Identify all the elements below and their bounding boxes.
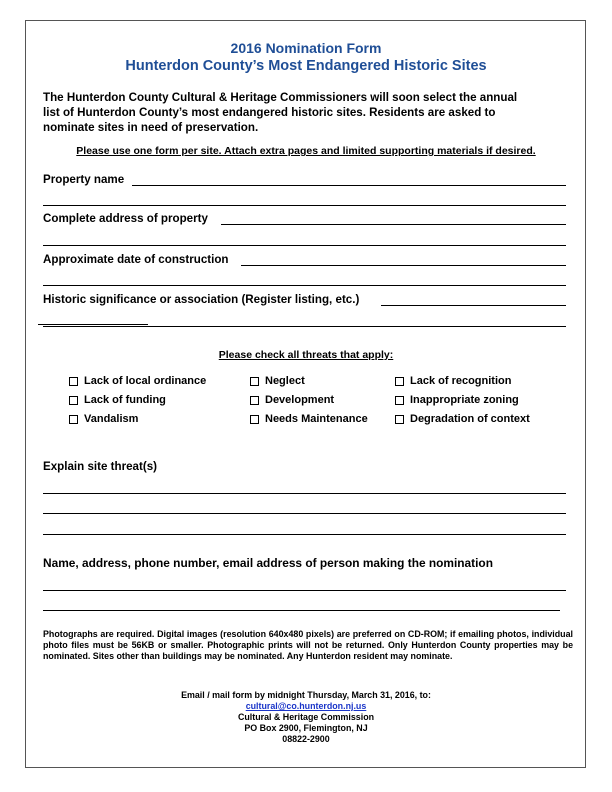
checkbox-development[interactable] — [250, 394, 334, 406]
address-field[interactable] — [221, 224, 566, 225]
date-field-2[interactable] — [43, 285, 566, 286]
deadline-text: Email / mail form by midnight Thursday, March 31, 2016, to: — [181, 690, 431, 700]
email-link[interactable]: cultural@co.hunterdon.nj.us — [245, 701, 367, 711]
significance-field-2[interactable] — [43, 326, 566, 327]
significance-field[interactable] — [381, 305, 566, 306]
address-label: Complete address of property — [43, 212, 208, 225]
date-label: Approximate date of construction — [43, 253, 229, 266]
intro-line: list of Hunterdon County’s most endangered historic sites. Residents are asked to — [43, 106, 496, 119]
photo-requirements-note: Photographs are required. Digital images (resolution 640x480 pixels) are preferred on CD-ROM; if emailing photos, individual photo files must be 56KB or smaller. Photographic prints will not be returned. Only Hunterdon County properties may be nominated. Sites other than buildings may be nominated. Any Hunterdon resident may nominate. — [43, 629, 573, 661]
checkbox-icon[interactable] — [250, 415, 259, 424]
address-field-2[interactable] — [43, 245, 566, 246]
checkbox-icon[interactable] — [395, 415, 404, 424]
explain-field-2[interactable] — [43, 513, 566, 514]
significance-short-line — [38, 324, 148, 325]
property-name-label: Property name — [43, 173, 125, 186]
significance-label: Historic significance or association (Register listing, etc.) — [43, 293, 360, 306]
checkbox-lack-of-recognition[interactable] — [395, 375, 511, 387]
checkbox-label: Lack of recognition — [410, 375, 512, 387]
checkbox-icon[interactable] — [395, 396, 404, 405]
checkbox-degradation-of-context[interactable] — [395, 413, 530, 425]
checkbox-icon[interactable] — [69, 396, 78, 405]
checkbox-label: Neglect — [265, 375, 305, 387]
checkbox-label: Degradation of context — [410, 413, 530, 425]
zip-code: 08822-2900 — [282, 734, 330, 744]
property-name-field-2[interactable] — [43, 205, 566, 206]
checkbox-label: Lack of local ordinance — [84, 375, 207, 387]
date-field[interactable] — [241, 265, 566, 266]
checkbox-icon[interactable] — [250, 396, 259, 405]
nominator-label: Name, address, phone number, email address of person making the nomination — [43, 556, 493, 570]
form-title: 2016 Nomination Form — [230, 40, 382, 56]
checkbox-needs-maintenance[interactable] — [250, 413, 368, 425]
checkbox-label: Needs Maintenance — [265, 413, 368, 425]
checkbox-icon[interactable] — [69, 415, 78, 424]
explain-field-1[interactable] — [43, 493, 566, 494]
checkbox-label: Lack of funding — [84, 394, 166, 406]
checkbox-icon[interactable] — [69, 377, 78, 386]
intro-line: The Hunterdon County Cultural & Heritage Commissioners will soon select the annual — [43, 91, 518, 104]
po-box: PO Box 2900, Flemington, NJ — [244, 723, 368, 733]
checkbox-inappropriate-zoning[interactable] — [395, 394, 519, 406]
checkbox-icon[interactable] — [395, 377, 404, 386]
checkbox-label: Inappropriate zoning — [410, 394, 519, 406]
checkbox-label: Development — [265, 394, 335, 406]
checkbox-label: Vandalism — [84, 413, 139, 425]
form-subtitle: Hunterdon County’s Most Endangered Historic Sites — [125, 58, 487, 74]
threats-heading: Please check all threats that apply: — [218, 349, 394, 361]
email-link-row — [0, 701, 612, 712]
org-name: Cultural & Heritage Commission — [237, 712, 375, 722]
property-name-field[interactable] — [132, 185, 566, 186]
intro-paragraph — [43, 90, 573, 135]
intro-line: nominate sites in need of preservation. — [43, 121, 259, 134]
explain-field-3[interactable] — [43, 534, 566, 535]
checkbox-neglect[interactable] — [250, 375, 305, 387]
nominator-field-1[interactable] — [43, 590, 566, 591]
checkbox-lack-of-funding[interactable] — [69, 394, 166, 406]
nominator-field-2[interactable] — [43, 610, 560, 611]
instructions: Please use one form per site. Attach extra pages and limited supporting materials if desired. — [76, 145, 536, 157]
checkbox-lack-of-local-ordinance[interactable] — [69, 375, 206, 387]
checkbox-vandalism[interactable] — [69, 413, 138, 425]
explain-threat-label: Explain site threat(s) — [43, 460, 158, 473]
checkbox-icon[interactable] — [250, 377, 259, 386]
